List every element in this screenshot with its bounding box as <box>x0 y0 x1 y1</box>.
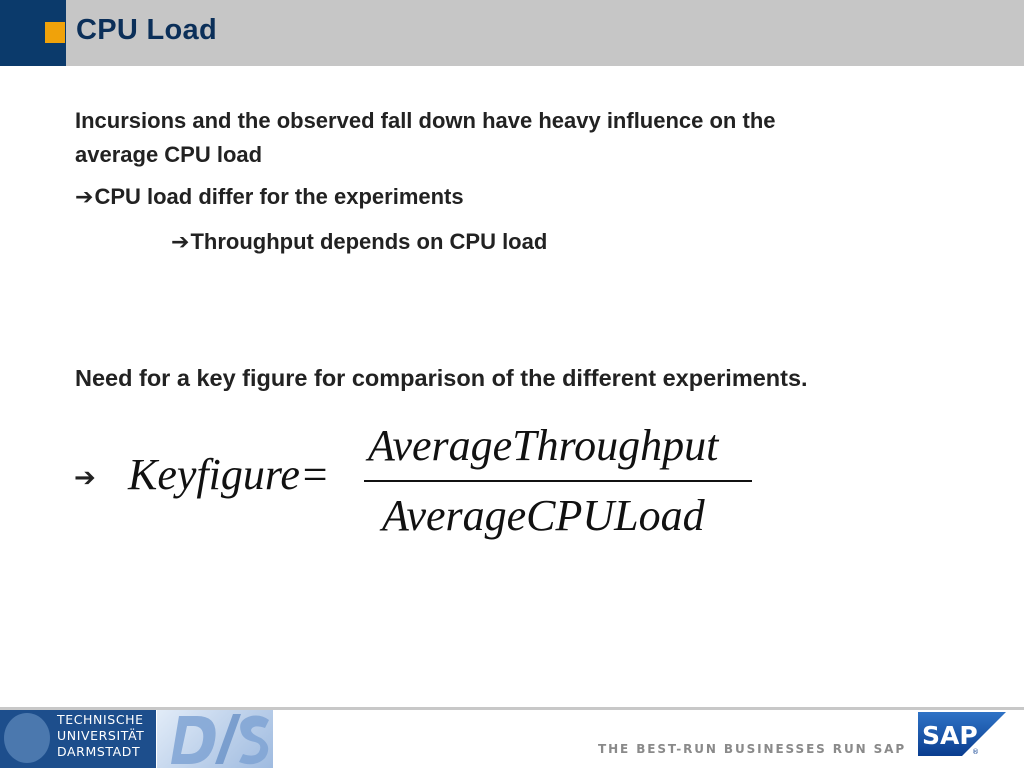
sap-tagline: THE BEST-RUN BUSINESSES RUN SAP <box>598 742 907 756</box>
tu-darmstadt-wordmark <box>57 712 144 760</box>
intro-line-1: Incursions and the observed fall down have heavy influence on the <box>75 108 776 133</box>
right-arrow-icon: ➔ <box>75 185 94 210</box>
fraction-bar <box>364 480 752 482</box>
bullet-cpu-load-differs <box>75 183 464 212</box>
title-bar <box>0 0 1024 66</box>
tu-line-3: DARMSTADT <box>57 744 141 759</box>
right-arrow-icon: ➔ <box>74 463 96 493</box>
formula-denominator: AverageCPULoad <box>382 491 705 540</box>
bullet-throughput-depends <box>171 228 547 257</box>
svg-text:®: ® <box>972 748 979 756</box>
key-figure-paragraph: Need for a key figure for comparison of the different experiments. <box>75 365 808 391</box>
intro-line-2: average CPU load <box>75 142 263 167</box>
right-arrow-icon: ➔ <box>171 230 190 255</box>
title-bar-orange-square <box>45 22 65 43</box>
dvs-logo <box>157 710 273 768</box>
formula-numerator: AverageThroughput <box>368 421 719 470</box>
formula-lhs: Keyfigure= <box>128 450 330 499</box>
slide-title: CPU Load <box>76 14 217 46</box>
sap-logo <box>918 712 1006 756</box>
svg-text:SAP: SAP <box>922 721 978 750</box>
tu-seal-icon <box>4 713 50 763</box>
dvs-logo-graphic <box>157 710 273 768</box>
tu-line-1: TECHNISCHE <box>57 712 144 727</box>
bullet-1-text: CPU load differ for the experiments <box>94 184 464 209</box>
tu-line-2: UNIVERSITÄT <box>57 728 145 743</box>
intro-paragraph <box>75 104 776 172</box>
bullet-2-text: Throughput depends on CPU load <box>190 229 548 254</box>
